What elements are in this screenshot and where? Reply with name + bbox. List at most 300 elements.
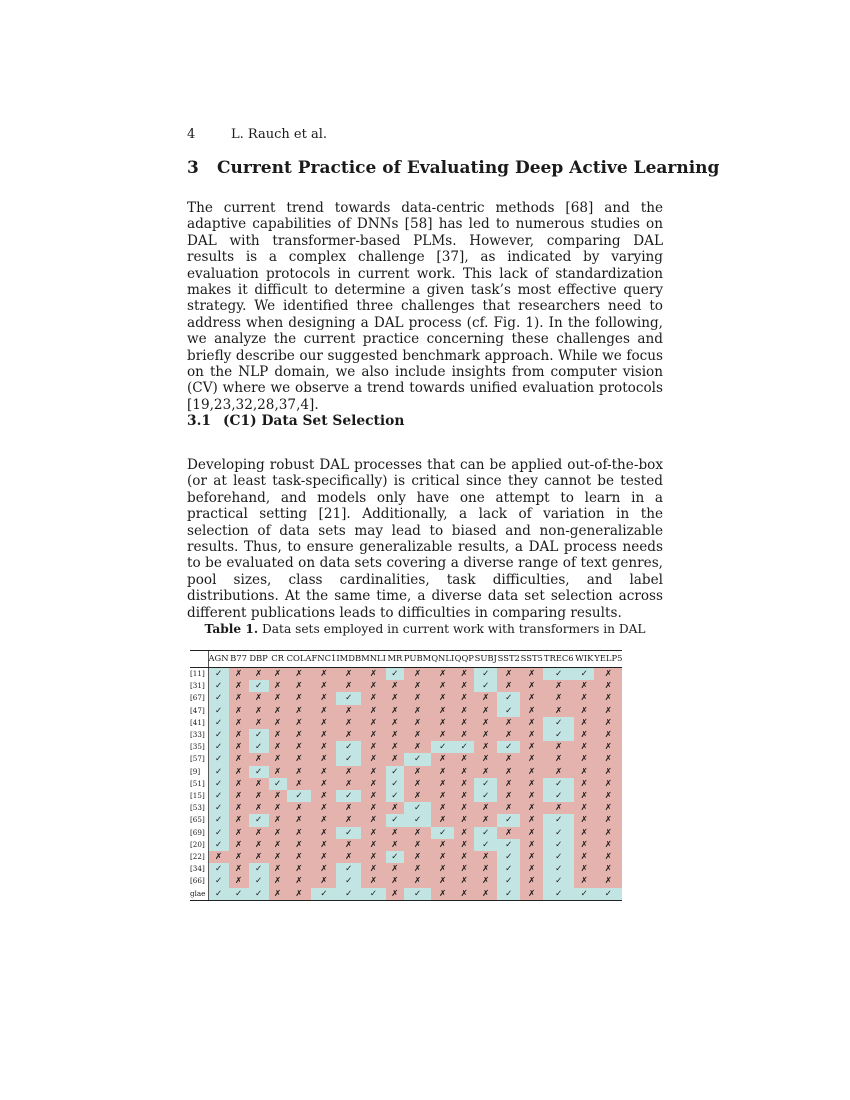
check-icon: ✓ [336,863,361,875]
cross-icon: ✗ [520,851,543,863]
cross-icon: ✗ [454,802,474,814]
check-icon: ✓ [543,729,574,741]
cross-icon: ✗ [269,705,287,717]
table-row [190,778,622,790]
cross-icon: ✗ [431,802,454,814]
cross-icon: ✗ [269,863,287,875]
check-icon: ✓ [543,717,574,729]
cross-icon: ✗ [386,741,404,753]
cross-icon: ✗ [594,680,622,692]
subsection-number: 3.1 [187,413,212,429]
cross-icon: ✗ [361,741,386,753]
cross-icon: ✗ [497,680,520,692]
table-row [190,705,622,717]
cross-icon: ✗ [404,839,431,851]
cross-icon: ✗ [386,753,404,765]
table-header-row [190,651,622,668]
cross-icon: ✗ [474,692,497,704]
cross-icon: ✗ [431,888,454,901]
cross-icon: ✗ [404,863,431,875]
cross-icon: ✗ [404,717,431,729]
check-icon: ✓ [208,753,229,765]
cross-icon: ✗ [404,729,431,741]
cross-icon: ✗ [386,827,404,839]
check-icon: ✓ [497,692,520,704]
row-label: [22] [190,851,208,863]
cross-icon: ✗ [311,753,336,765]
cross-icon: ✗ [497,717,520,729]
cross-icon: ✗ [361,717,386,729]
table-row [190,790,622,802]
cross-icon: ✗ [229,741,249,753]
cross-icon: ✗ [520,802,543,814]
cross-icon: ✗ [336,839,361,851]
check-icon: ✓ [474,680,497,692]
cross-icon: ✗ [474,851,497,863]
cross-icon: ✗ [497,753,520,765]
cross-icon: ✗ [594,729,622,741]
cross-icon: ✗ [386,839,404,851]
row-label: [35] [190,741,208,753]
row-label: glae [190,888,208,901]
cross-icon: ✗ [336,680,361,692]
cross-icon: ✗ [454,888,474,901]
check-icon: ✓ [574,668,594,681]
check-icon: ✓ [431,741,454,753]
row-label: [11] [190,668,208,681]
row-label: [53] [190,802,208,814]
check-icon: ✓ [208,741,229,753]
cross-icon: ✗ [404,705,431,717]
cross-icon: ✗ [311,778,336,790]
check-icon: ✓ [208,827,229,839]
check-icon: ✓ [361,888,386,901]
cross-icon: ✗ [311,790,336,802]
cross-icon: ✗ [594,717,622,729]
cross-icon: ✗ [361,692,386,704]
paragraph-intro: The current trend towards data-centric methods [68] and the adaptive capabilities of DNNs [58] has led to numerous studies on DAL with transformer-based PLMs. However, comparing DAL results is a complex challenge [37], as indicated by varying evaluation protocols in current work. This lack of standardization makes it difficult to determine a given task’s most effective query strategy. We identified three challenges that researchers need to address when designing a DAL process (cf. Fig. 1). In the following, we analyze the current practice concerning these challenges and briefly describe our suggested benchmark approach. While we focus on the NLP domain, we also include insights from computer vision (CV) where we observe a trend towards unified evaluation protocols [19,23,32,28,37,4]. [187,200,663,413]
cross-icon: ✗ [361,827,386,839]
table-row [190,888,622,901]
cross-icon: ✗ [287,814,312,826]
cross-icon: ✗ [454,839,474,851]
cross-icon: ✗ [520,668,543,681]
table-row [190,729,622,741]
cross-icon: ✗ [431,729,454,741]
column-header-b77: B77 [229,651,249,668]
check-icon: ✓ [543,778,574,790]
cross-icon: ✗ [520,790,543,802]
table-row [190,766,622,778]
column-header-dbp: DBP [249,651,269,668]
check-icon: ✓ [404,888,431,901]
cross-icon: ✗ [574,766,594,778]
cross-icon: ✗ [361,839,386,851]
cross-icon: ✗ [454,717,474,729]
cross-icon: ✗ [287,827,312,839]
cross-icon: ✗ [229,717,249,729]
cross-icon: ✗ [497,802,520,814]
check-icon: ✓ [249,863,269,875]
cross-icon: ✗ [249,790,269,802]
table-row [190,668,622,681]
cross-icon: ✗ [229,814,249,826]
section-heading [187,158,719,178]
check-icon: ✓ [208,875,229,887]
check-icon: ✓ [336,875,361,887]
check-icon: ✓ [497,741,520,753]
cross-icon: ✗ [361,851,386,863]
column-header-sst2: SST2 [497,651,520,668]
cross-icon: ✗ [311,741,336,753]
cross-icon: ✗ [229,778,249,790]
cross-icon: ✗ [361,863,386,875]
cross-icon: ✗ [594,692,622,704]
row-label: [31] [190,680,208,692]
row-label: [41] [190,717,208,729]
cross-icon: ✗ [287,729,312,741]
check-icon: ✓ [208,705,229,717]
cross-icon: ✗ [431,778,454,790]
cross-icon: ✗ [497,790,520,802]
table-row [190,851,622,863]
check-icon: ✓ [404,802,431,814]
check-icon: ✓ [497,875,520,887]
row-label: [20] [190,839,208,851]
check-icon: ✓ [497,851,520,863]
cross-icon: ✗ [287,741,312,753]
check-icon: ✓ [404,753,431,765]
check-icon: ✓ [249,729,269,741]
subsection-heading [187,413,404,429]
table-caption [187,622,663,636]
cross-icon: ✗ [287,851,312,863]
cross-icon: ✗ [249,753,269,765]
cross-icon: ✗ [287,863,312,875]
cross-icon: ✗ [474,729,497,741]
cross-icon: ✗ [404,668,431,681]
cross-icon: ✗ [229,851,249,863]
cross-icon: ✗ [594,753,622,765]
check-icon: ✓ [543,875,574,887]
cross-icon: ✗ [361,753,386,765]
check-icon: ✓ [336,827,361,839]
cross-icon: ✗ [454,766,474,778]
cross-icon: ✗ [520,717,543,729]
cross-icon: ✗ [311,875,336,887]
cross-icon: ✗ [249,717,269,729]
table-caption-label: Table 1. [204,622,259,636]
cross-icon: ✗ [269,692,287,704]
table-row [190,814,622,826]
check-icon: ✓ [386,851,404,863]
cross-icon: ✗ [336,668,361,681]
cross-icon: ✗ [336,851,361,863]
row-label: [67] [190,692,208,704]
cross-icon: ✗ [574,753,594,765]
cross-icon: ✗ [497,766,520,778]
check-icon: ✓ [249,888,269,901]
check-icon: ✓ [208,729,229,741]
row-label: [57] [190,753,208,765]
check-icon: ✓ [543,827,574,839]
cross-icon: ✗ [287,802,312,814]
section-number: 3 [187,158,199,178]
check-icon: ✓ [543,888,574,901]
cross-icon: ✗ [454,827,474,839]
cross-icon: ✗ [404,741,431,753]
check-icon: ✓ [336,888,361,901]
cross-icon: ✗ [543,741,574,753]
check-icon: ✓ [543,790,574,802]
column-header-wik: WIK [574,651,594,668]
check-icon: ✓ [208,888,229,901]
cross-icon: ✗ [594,790,622,802]
cross-icon: ✗ [431,851,454,863]
cross-icon: ✗ [229,753,249,765]
cross-icon: ✗ [249,839,269,851]
cross-icon: ✗ [229,802,249,814]
cross-icon: ✗ [361,778,386,790]
cross-icon: ✗ [361,680,386,692]
cross-icon: ✗ [229,668,249,681]
cross-icon: ✗ [269,717,287,729]
table-row [190,839,622,851]
cross-icon: ✗ [431,705,454,717]
check-icon: ✓ [386,790,404,802]
cross-icon: ✗ [594,741,622,753]
cross-icon: ✗ [311,814,336,826]
check-icon: ✓ [543,814,574,826]
cross-icon: ✗ [386,680,404,692]
cross-icon: ✗ [454,778,474,790]
cross-icon: ✗ [574,705,594,717]
cross-icon: ✗ [454,863,474,875]
cross-icon: ✗ [431,790,454,802]
check-icon: ✓ [287,790,312,802]
cross-icon: ✗ [520,888,543,901]
cross-icon: ✗ [497,827,520,839]
cross-icon: ✗ [361,668,386,681]
cross-icon: ✗ [474,802,497,814]
cross-icon: ✗ [361,814,386,826]
cross-icon: ✗ [249,692,269,704]
cross-icon: ✗ [474,863,497,875]
row-label: [66] [190,875,208,887]
table-row [190,680,622,692]
cross-icon: ✗ [520,753,543,765]
check-icon: ✓ [249,741,269,753]
column-header-agn: AGN [208,651,229,668]
check-icon: ✓ [474,839,497,851]
cross-icon: ✗ [249,802,269,814]
check-icon: ✓ [229,888,249,901]
cross-icon: ✗ [574,680,594,692]
cross-icon: ✗ [249,827,269,839]
column-header-cr: CR [269,651,287,668]
cross-icon: ✗ [594,839,622,851]
cross-icon: ✗ [431,863,454,875]
check-icon: ✓ [208,717,229,729]
table-row [190,692,622,704]
cross-icon: ✗ [229,766,249,778]
cross-icon: ✗ [454,753,474,765]
check-icon: ✓ [249,814,269,826]
cross-icon: ✗ [497,729,520,741]
cross-icon: ✗ [269,802,287,814]
check-icon: ✓ [543,851,574,863]
cross-icon: ✗ [386,875,404,887]
check-icon: ✓ [336,692,361,704]
cross-icon: ✗ [574,827,594,839]
check-icon: ✓ [208,680,229,692]
cross-icon: ✗ [269,668,287,681]
cross-icon: ✗ [361,790,386,802]
section-title: Current Practice of Evaluating Deep Active Learning [217,158,720,178]
check-icon: ✓ [208,863,229,875]
column-header-qnli: QNLI [431,651,454,668]
check-icon: ✓ [208,668,229,681]
cross-icon: ✗ [336,814,361,826]
cross-icon: ✗ [269,827,287,839]
cross-icon: ✗ [311,729,336,741]
row-label: [51] [190,778,208,790]
cross-icon: ✗ [520,741,543,753]
check-icon: ✓ [543,668,574,681]
cross-icon: ✗ [574,863,594,875]
cross-icon: ✗ [269,839,287,851]
cross-icon: ✗ [520,875,543,887]
check-icon: ✓ [454,741,474,753]
cross-icon: ✗ [311,680,336,692]
datasets-table [190,650,622,901]
check-icon: ✓ [404,814,431,826]
column-header-subj: SUBJ [474,651,497,668]
cross-icon: ✗ [229,839,249,851]
table-row [190,875,622,887]
cross-icon: ✗ [594,851,622,863]
check-icon: ✓ [474,778,497,790]
cross-icon: ✗ [311,705,336,717]
check-icon: ✓ [336,753,361,765]
check-icon: ✓ [474,827,497,839]
check-icon: ✓ [497,888,520,901]
cross-icon: ✗ [454,814,474,826]
cross-icon: ✗ [269,875,287,887]
cross-icon: ✗ [311,827,336,839]
cross-icon: ✗ [404,766,431,778]
cross-icon: ✗ [520,729,543,741]
cross-icon: ✗ [594,778,622,790]
cross-icon: ✗ [269,814,287,826]
cross-icon: ✗ [361,729,386,741]
cross-icon: ✗ [229,875,249,887]
cross-icon: ✗ [497,668,520,681]
check-icon: ✓ [208,802,229,814]
cross-icon: ✗ [520,863,543,875]
cross-icon: ✗ [431,875,454,887]
cross-icon: ✗ [287,766,312,778]
check-icon: ✓ [497,839,520,851]
cross-icon: ✗ [594,863,622,875]
cross-icon: ✗ [404,827,431,839]
cross-icon: ✗ [311,863,336,875]
row-label: [69] [190,827,208,839]
row-label: [9] [190,766,208,778]
cross-icon: ✗ [574,729,594,741]
cross-icon: ✗ [361,875,386,887]
cross-icon: ✗ [287,778,312,790]
cross-icon: ✗ [594,875,622,887]
column-header-imdb: IMDB [336,651,361,668]
cross-icon: ✗ [311,717,336,729]
cross-icon: ✗ [520,705,543,717]
cross-icon: ✗ [269,888,287,901]
running-title: L. Rauch et al. [231,127,327,142]
cross-icon: ✗ [474,741,497,753]
check-icon: ✓ [249,875,269,887]
cross-icon: ✗ [311,802,336,814]
cross-icon: ✗ [404,692,431,704]
table-corner [190,651,208,668]
check-icon: ✓ [543,839,574,851]
cross-icon: ✗ [386,729,404,741]
cross-icon: ✗ [474,888,497,901]
cross-icon: ✗ [311,668,336,681]
cross-icon: ✗ [386,863,404,875]
column-header-pubm: PUBM [404,651,431,668]
cross-icon: ✗ [229,729,249,741]
cross-icon: ✗ [454,692,474,704]
cross-icon: ✗ [431,766,454,778]
cross-icon: ✗ [336,778,361,790]
cross-icon: ✗ [474,766,497,778]
cross-icon: ✗ [574,741,594,753]
cross-icon: ✗ [269,729,287,741]
cross-icon: ✗ [520,766,543,778]
cross-icon: ✗ [336,705,361,717]
cross-icon: ✗ [594,802,622,814]
cross-icon: ✗ [520,839,543,851]
cross-icon: ✗ [229,790,249,802]
cross-icon: ✗ [336,766,361,778]
table-row [190,863,622,875]
column-header-mr: MR [386,651,404,668]
cross-icon: ✗ [287,839,312,851]
column-header-mnli: MNLI [361,651,386,668]
cross-icon: ✗ [404,680,431,692]
cross-icon: ✗ [574,814,594,826]
cross-icon: ✗ [431,839,454,851]
cross-icon: ✗ [229,827,249,839]
cross-icon: ✗ [543,753,574,765]
running-header [187,127,327,142]
check-icon: ✓ [431,827,454,839]
cross-icon: ✗ [269,680,287,692]
check-icon: ✓ [386,778,404,790]
table-row [190,802,622,814]
check-icon: ✓ [336,741,361,753]
cross-icon: ✗ [574,692,594,704]
row-label: [15] [190,790,208,802]
cross-icon: ✗ [269,753,287,765]
cross-icon: ✗ [361,802,386,814]
cross-icon: ✗ [520,680,543,692]
cross-icon: ✗ [454,851,474,863]
cross-icon: ✗ [497,778,520,790]
column-header-yelp5: YELP5 [594,651,622,668]
cross-icon: ✗ [574,717,594,729]
